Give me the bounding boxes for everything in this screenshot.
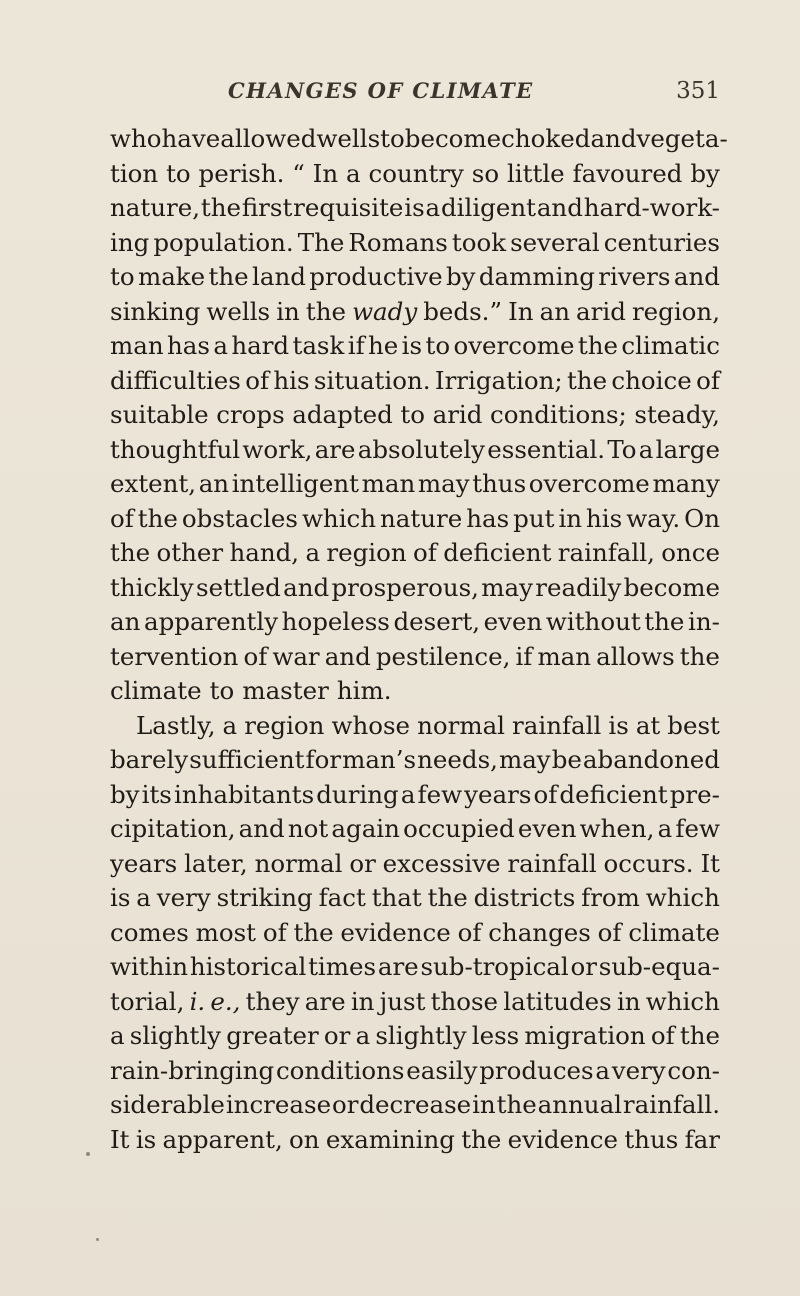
word: “	[292, 158, 305, 188]
running-title: CHANGES OF CLIMATE	[228, 78, 534, 103]
word: easily	[406, 1055, 478, 1085]
text-line	[110, 950, 720, 985]
ink-speck	[96, 1238, 99, 1241]
word: just	[379, 986, 426, 1016]
word: an	[539, 296, 570, 326]
word: Irrigation;	[434, 365, 563, 395]
word: of	[245, 365, 270, 395]
word: needs,	[417, 745, 498, 774]
word: cipitation,	[110, 814, 236, 843]
word: or	[570, 952, 597, 981]
text-line	[110, 191, 720, 226]
word: comes	[110, 917, 189, 947]
word: even	[517, 814, 577, 843]
word: an	[198, 469, 230, 498]
word: very	[611, 1055, 666, 1085]
word: changes	[488, 917, 591, 947]
word: tion	[110, 158, 159, 188]
word: or	[349, 848, 376, 878]
word: the	[679, 641, 720, 671]
word: from	[581, 883, 640, 912]
word: to	[209, 676, 235, 705]
word: crops	[216, 400, 285, 429]
word: apparently	[143, 607, 279, 636]
word: may	[417, 469, 470, 498]
word: pre-	[669, 779, 720, 809]
word: and	[324, 641, 371, 671]
word: war	[272, 641, 320, 671]
word: striking	[216, 883, 313, 912]
word: which	[645, 883, 720, 912]
word: most	[195, 917, 256, 947]
word: hard-work-	[583, 193, 720, 222]
word: On	[684, 503, 720, 533]
word: allows	[596, 641, 675, 671]
word: Lastly,	[136, 710, 216, 740]
word: extent,	[110, 469, 197, 498]
text-line	[110, 1088, 720, 1123]
text-line	[110, 709, 720, 744]
word: the	[293, 917, 334, 947]
word: nature	[380, 503, 463, 533]
word: essential.	[487, 434, 606, 464]
word: migration	[524, 1021, 646, 1050]
word: a	[638, 434, 654, 464]
word: which	[301, 503, 377, 533]
word: they	[245, 986, 300, 1016]
word: pestilence,	[375, 641, 511, 671]
word: by	[110, 779, 140, 809]
word: to	[110, 262, 135, 291]
word: man	[537, 641, 592, 671]
word: which	[645, 986, 720, 1016]
word: is	[401, 331, 423, 360]
word: is	[110, 883, 131, 912]
word: barely	[110, 745, 189, 774]
word: siderable	[110, 1090, 225, 1119]
text-line	[110, 122, 728, 157]
word: its	[141, 779, 172, 809]
word: produces	[479, 1055, 594, 1085]
word: choice	[611, 365, 692, 395]
word: later,	[184, 848, 248, 878]
word: and	[673, 262, 720, 291]
word: e.,	[210, 986, 241, 1016]
word: the	[427, 883, 468, 912]
text-line	[110, 916, 720, 951]
text-line	[110, 157, 720, 192]
word: within	[110, 952, 189, 981]
text-line	[110, 605, 720, 640]
word: country	[368, 158, 464, 188]
text-line	[110, 778, 720, 813]
word: years	[464, 779, 532, 809]
word: i.	[189, 986, 206, 1016]
word: deficient	[559, 779, 668, 809]
word: desert,	[393, 607, 481, 636]
word: the	[644, 607, 685, 636]
word: to	[400, 400, 426, 429]
word: suitable	[110, 400, 209, 429]
body-text	[110, 122, 728, 1157]
word: master	[242, 676, 329, 705]
word: a	[657, 814, 673, 843]
word: in	[558, 503, 583, 533]
word: make	[137, 262, 206, 291]
word: whose	[331, 710, 411, 740]
word: of	[650, 1021, 675, 1050]
word: wells	[206, 296, 271, 326]
text-line	[110, 1123, 720, 1158]
word: readily	[535, 572, 622, 602]
word: favoured	[572, 158, 683, 188]
word: man	[361, 469, 416, 498]
word: a	[355, 1021, 371, 1050]
word: wady	[352, 296, 418, 326]
word: the	[305, 296, 346, 326]
word: arid	[432, 400, 483, 429]
word: sinking	[110, 296, 201, 326]
word: has	[466, 503, 510, 533]
word: without	[545, 607, 641, 636]
word: first	[241, 193, 293, 222]
word: even	[483, 607, 543, 636]
word: region	[326, 538, 407, 567]
word: thickly	[110, 572, 194, 602]
text-line	[110, 812, 720, 847]
word: have	[161, 124, 221, 153]
word: the	[110, 538, 151, 567]
text-line	[110, 398, 720, 433]
word: evidence	[507, 1124, 619, 1154]
word: to	[380, 124, 405, 153]
word: several	[510, 227, 600, 257]
word: man	[110, 331, 164, 360]
word: task	[292, 331, 345, 360]
word: slightly	[375, 1021, 467, 1050]
word: occurs.	[603, 848, 694, 878]
word: at	[635, 710, 661, 740]
word: are	[304, 986, 346, 1016]
word: Romans	[348, 227, 448, 257]
word: during	[316, 779, 399, 809]
word: In	[312, 158, 339, 188]
word: con-	[667, 1055, 720, 1085]
word: those	[430, 986, 499, 1016]
word: of	[262, 917, 287, 947]
word: a	[305, 538, 321, 567]
word: It	[110, 1124, 130, 1154]
word: climatic	[621, 331, 720, 360]
word: annual	[537, 1090, 623, 1119]
word: when,	[579, 814, 655, 843]
word: on	[289, 1124, 320, 1154]
word: times	[308, 952, 377, 981]
word: increase	[225, 1090, 332, 1119]
word: may	[481, 572, 533, 602]
word: not	[287, 814, 329, 843]
word: decrease	[359, 1090, 472, 1119]
word: adapted	[292, 400, 393, 429]
word: beds.”	[423, 296, 502, 326]
word: evidence	[340, 917, 451, 947]
word: if	[515, 641, 533, 671]
word: difficulties	[110, 365, 241, 395]
word: the	[137, 503, 178, 533]
word: of	[110, 503, 134, 533]
text-line	[110, 467, 720, 502]
word: climate	[110, 676, 202, 705]
word: a	[346, 158, 361, 188]
word: if	[347, 331, 365, 360]
word: that	[371, 883, 422, 912]
text-line	[110, 674, 720, 709]
word: centuries	[603, 227, 720, 257]
word: way.	[626, 503, 681, 533]
text-line	[110, 433, 720, 468]
word: examining	[325, 1124, 455, 1154]
word: a	[595, 1055, 610, 1085]
word: perish.	[198, 158, 285, 188]
word: far	[684, 1124, 720, 1154]
text-line	[110, 260, 720, 295]
word: districts	[473, 883, 576, 912]
word: The	[297, 227, 345, 257]
word: slightly	[129, 1021, 222, 1050]
word: population.	[153, 227, 294, 257]
word: once	[661, 538, 720, 567]
word: the	[679, 1021, 720, 1050]
word: of	[243, 641, 268, 671]
word: rain-bringing	[110, 1055, 275, 1085]
word: thoughtful	[110, 434, 241, 464]
word: hard	[231, 331, 290, 360]
word: very	[156, 883, 211, 912]
word: hopeless	[281, 607, 390, 636]
word: prosperous,	[331, 572, 479, 602]
word: an	[110, 607, 141, 636]
word: has	[167, 331, 210, 360]
word: overcome	[453, 331, 575, 360]
word: hand,	[229, 538, 300, 567]
running-head	[110, 78, 720, 112]
word: and	[590, 124, 637, 153]
word: in	[276, 296, 300, 326]
word: he	[368, 331, 399, 360]
word: or	[331, 1090, 359, 1119]
word: his	[586, 503, 623, 533]
word: him.	[336, 676, 392, 705]
word: historical	[189, 952, 307, 981]
word: are	[314, 434, 356, 464]
word: nature,	[110, 193, 201, 222]
word: best	[667, 710, 720, 740]
word: settled	[196, 572, 281, 602]
word: a	[400, 779, 416, 809]
word: years	[110, 848, 178, 878]
word: productive	[309, 262, 443, 291]
word: rainfall.	[622, 1090, 720, 1119]
word: steady,	[634, 400, 720, 429]
word: a	[222, 710, 238, 740]
word: climate	[628, 917, 720, 947]
word: is	[608, 710, 629, 740]
text-line	[110, 743, 720, 778]
word: sufficient	[189, 745, 305, 774]
word: absolutely	[357, 434, 486, 464]
word: or	[323, 1021, 351, 1050]
word: his	[273, 365, 310, 395]
word: normal	[417, 710, 506, 740]
word: work,	[242, 434, 313, 464]
word: rivers	[598, 262, 671, 291]
word: intelligent	[231, 469, 359, 498]
word: the	[461, 1124, 502, 1154]
word: normal	[254, 848, 343, 878]
word: took	[451, 227, 507, 257]
word: excessive	[382, 848, 501, 878]
word: to	[425, 331, 451, 360]
word: wells	[316, 124, 381, 153]
word: little	[506, 158, 565, 188]
word: put	[513, 503, 555, 533]
word: a	[425, 193, 441, 222]
word: tervention	[110, 641, 239, 671]
word: the	[566, 365, 608, 395]
word: other	[156, 538, 224, 567]
word: and	[283, 572, 330, 602]
word: thus	[624, 1124, 679, 1154]
word: conditions	[275, 1055, 405, 1085]
text-line	[110, 640, 720, 675]
page-number: 351	[676, 78, 720, 104]
word: apparent,	[162, 1124, 283, 1154]
word: deficient	[443, 538, 552, 567]
word: is	[404, 193, 425, 222]
word: by	[690, 158, 720, 188]
text-line	[110, 881, 720, 916]
word: rainfall	[507, 848, 597, 878]
word: the	[200, 193, 241, 222]
text-line	[110, 1019, 720, 1054]
text-line	[110, 226, 720, 261]
word: obstacles	[181, 503, 298, 533]
word: vegeta-	[636, 124, 728, 153]
word: so	[471, 158, 500, 188]
word: few	[417, 779, 463, 809]
word: thus	[472, 469, 527, 498]
word: To	[607, 434, 637, 464]
word: fact	[318, 883, 366, 912]
word: of	[696, 365, 720, 395]
word: land	[252, 262, 306, 291]
word: abandoned	[582, 745, 720, 774]
word: In	[508, 296, 534, 326]
word: region	[244, 710, 325, 740]
text-line	[110, 985, 720, 1020]
text-line	[110, 502, 720, 537]
word: rainfall,	[557, 538, 655, 567]
word: may	[498, 745, 551, 774]
word: a	[136, 883, 151, 912]
word: the	[577, 331, 618, 360]
word: torial,	[110, 986, 185, 1016]
word: many	[652, 469, 720, 498]
word: choked	[501, 124, 591, 153]
word: allowed	[220, 124, 317, 153]
text-line	[110, 536, 720, 571]
word: less	[471, 1021, 520, 1050]
word: occupied	[403, 814, 515, 843]
word: in	[350, 986, 375, 1016]
text-line	[110, 295, 720, 330]
word: It	[700, 848, 720, 878]
word: the	[496, 1090, 537, 1119]
word: inhabitants	[173, 779, 315, 809]
ink-speck	[86, 1152, 90, 1156]
word: rainfall	[512, 710, 602, 740]
word: requisite	[293, 193, 404, 222]
text-line	[110, 364, 720, 399]
text-line	[110, 571, 720, 606]
word: who	[110, 124, 162, 153]
text-line	[110, 329, 720, 364]
word: of	[413, 538, 437, 567]
word: large	[655, 434, 720, 464]
word: of	[457, 917, 482, 947]
word: situation.	[313, 365, 431, 395]
word: arid	[576, 296, 626, 326]
word: man’s	[342, 745, 417, 774]
word: sub-tropical	[420, 952, 569, 981]
word: to	[166, 158, 191, 188]
text-line	[110, 1054, 720, 1089]
word: diligent	[440, 193, 536, 222]
word: for	[305, 745, 342, 774]
word: by	[445, 262, 476, 291]
word: become	[404, 124, 502, 153]
word: latitudes	[503, 986, 612, 1016]
word: is	[135, 1124, 157, 1154]
word: greater	[226, 1021, 319, 1050]
word: again	[331, 814, 400, 843]
word: a	[213, 331, 228, 360]
word: the	[208, 262, 249, 291]
word: damming	[478, 262, 595, 291]
word: overcome	[528, 469, 650, 498]
word: are	[377, 952, 419, 981]
word: in-	[688, 607, 720, 636]
word: and	[238, 814, 285, 843]
word: in	[616, 986, 641, 1016]
word: sub-equa-	[598, 952, 720, 981]
word: in	[472, 1090, 496, 1119]
word: few	[675, 814, 720, 843]
word: a	[110, 1021, 125, 1050]
text-line	[110, 847, 720, 882]
word: region,	[631, 296, 720, 326]
word: be	[551, 745, 582, 774]
word: become	[623, 572, 720, 602]
word: conditions;	[490, 400, 627, 429]
word: of	[597, 917, 622, 947]
word: of	[533, 779, 558, 809]
word: and	[536, 193, 583, 222]
word: ing	[110, 227, 150, 257]
